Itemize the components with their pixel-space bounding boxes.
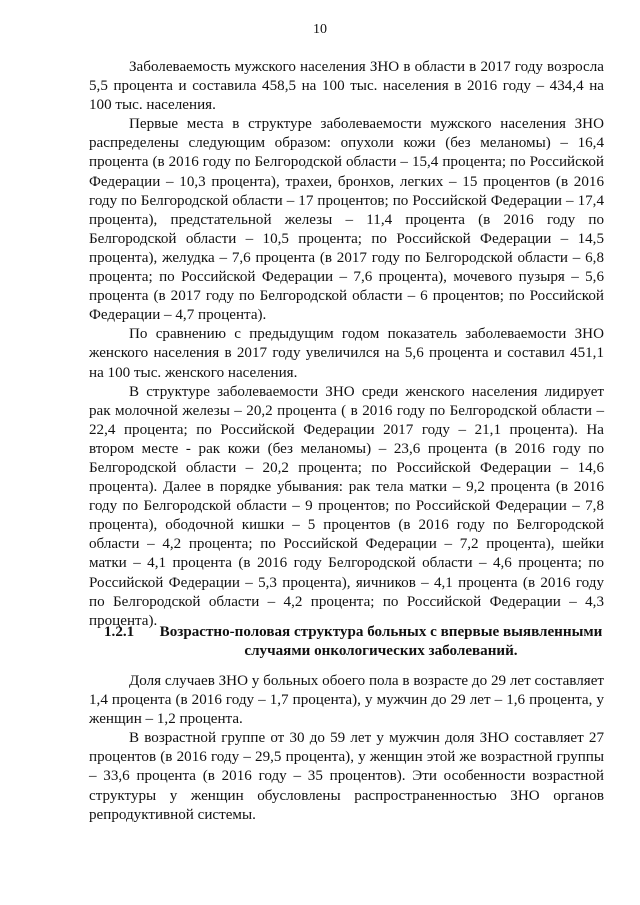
paragraph-female-structure: В структуре заболеваемости ЗНО среди женского населения лидирует рак молочной железы – 20,2 процента ( в 2016 году по Белгородской области – 22,4 процента; по Российской Федерации 2017 году – 21,1 процента). На втором месте - рак кожи (без меланомы) – 23,6 процента (в 2016 году по Белгородской области – 20,2 процента; по Российской Федерации – 14,6 процента). Далее в порядке убывания: рак тела матки – 9,2 процента (в 2016 году по Белгородской области – 9 процентов; по Российской Федерации – 7,8 процента), ободочной кишки – 5 процентов (в 2016 году по Белгородской области – 4,2 процента; по Российской Федерации – 7,2 процента), шейки матки – 4,1 процента (в 2016 году Белгородской области – 4,6 процента; по Российской Федерации – 5,3 процента), яичников – 4,1 процента (в 2016 году по Белгородской области – 4,2 процента; по Российской Федерации – 4,3 процента). [89,383,604,629]
section-title: Возрастно-половая структура больных с впервые выявленными случаями онкологических заболеваний. [159,624,603,659]
paragraph-male-structure: Первые места в структуре заболеваемости мужского населения ЗНО распределены следующим образом: опухоли кожи (без меланомы) – 16,4 процента (в 2016 году по Белгородской области – 15,4 процента; по Российской Федерации – 10,3 процента), трахеи, бронхов, легких – 15 процентов (в 2016 году по Белгородской области – 17 процентов; по Российской Федерации – 17,4 процента), предстательной железы – 11,4 процента (в 2016 году по Белгородской области – 10,5 процента; по Российской Федерации – 14,5 процента), желудка – 7,6 процента (в 2017 году по Белгородской области – 6,8 процента; по Российской Федерации – 7,6 процента), мочевого пузыря – 5,6 процента (в 2017 году по Белгородской области – 6 процентов; по Российской Федерации – 4,7 процента). [89,116,604,324]
body-text-bottom [89,672,604,825]
page-number: 10 [313,22,327,37]
paragraph-male-incidence: Заболеваемость мужского населения ЗНО в области в 2017 году возросла 5,5 процента и составила 458,5 на 100 тыс. населения в 2016 году – 434,4 на 100 тыс. населения. [89,59,604,114]
section-number: 1.2.1 [104,624,135,640]
body-text-top [89,58,604,631]
paragraph-female-incidence: По сравнению с предыдущим годом показатель заболеваемости ЗНО женского населения в 2017 году увеличился на 5,6 процента и составил 451,1 на 100 тыс. женского населения. [89,326,604,381]
paragraph-age-30-59: В возрастной группе от 30 до 59 лет у мужчин доля ЗНО составляет 27 процентов (в 2016 году – 29,5 процента), у женщин этой же возрастной группы – 33,6 процента (в 2016 году – 35 процентов). Эти особенности возрастной структуры у женщин обусловлены распространенностью ЗНО органов репродуктивной системы. [89,730,604,823]
paragraph-age-under-29: Доля случаев ЗНО у больных обоего пола в возрасте до 29 лет составляет 1,4 процента (в 2016 году – 1,7 процента), у мужчин до 29 лет – 1,6 процента, у женщин – 1,2 процента. [89,673,604,728]
